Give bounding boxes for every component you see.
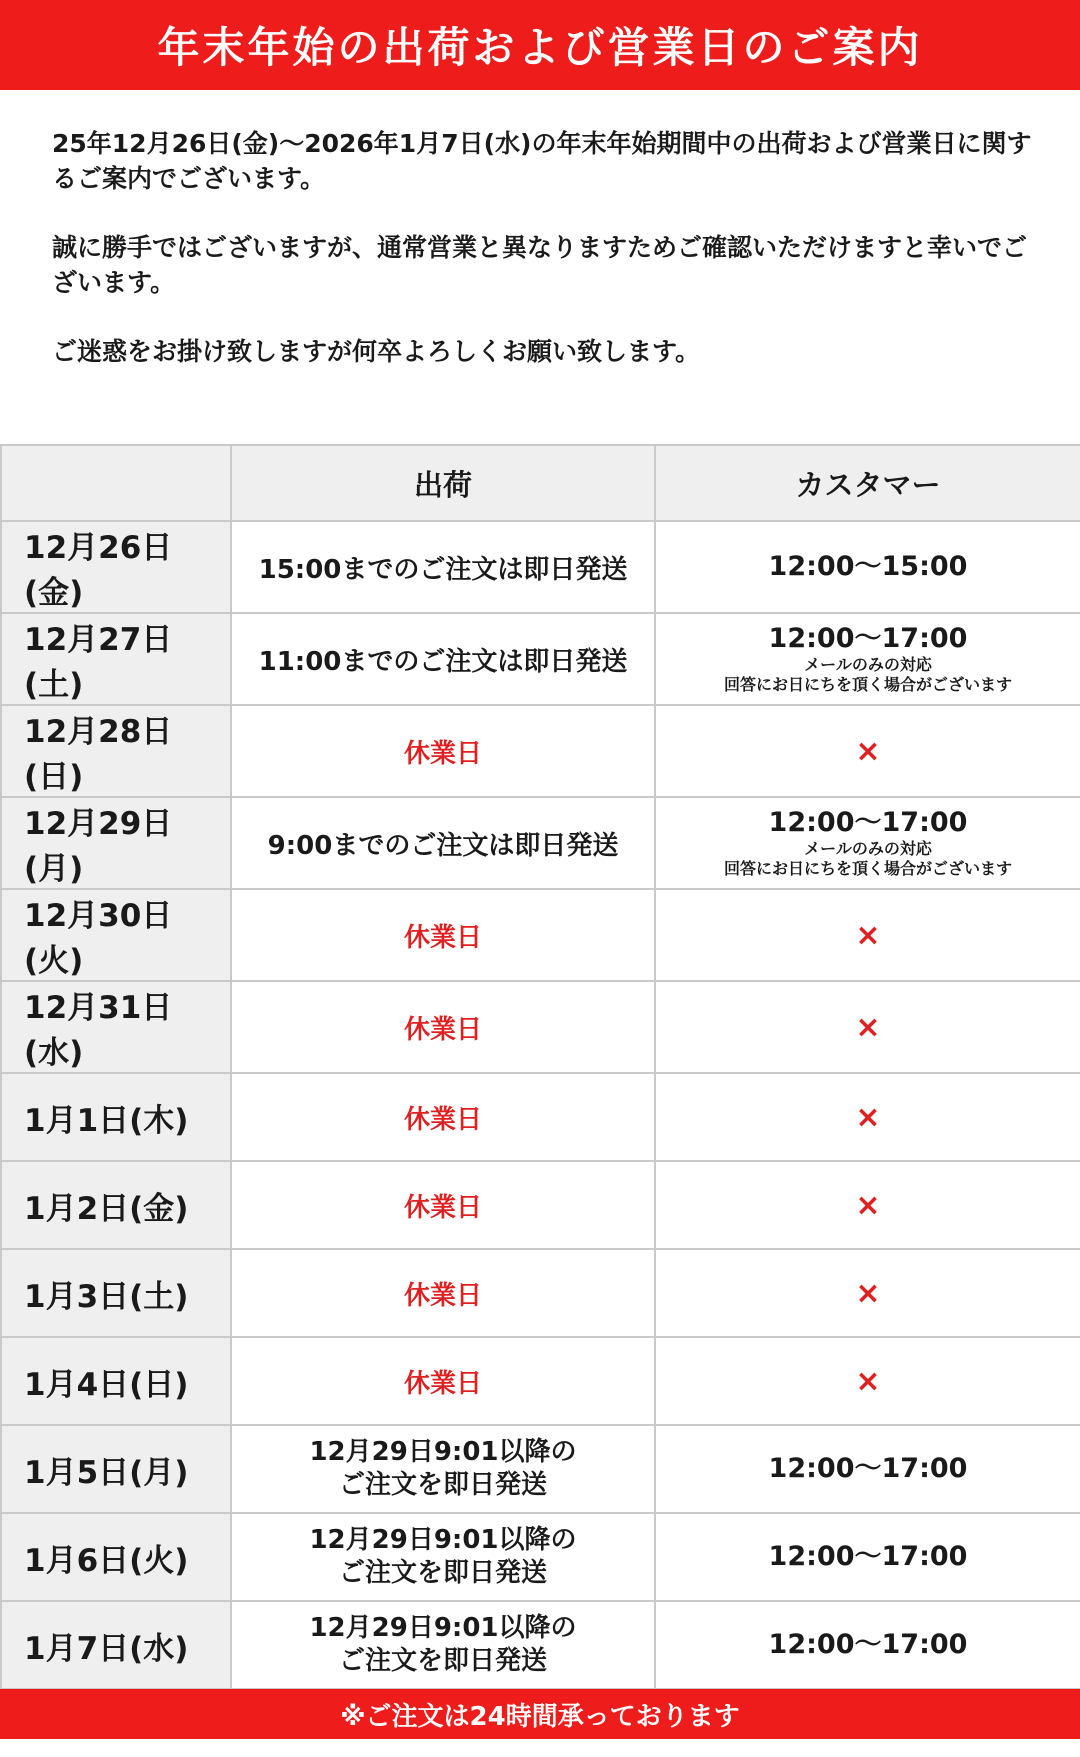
shipping-info: ご注文を即日発送 (338, 1646, 547, 1676)
schedule-body (1, 521, 1080, 1689)
row-shipping-cell (231, 1337, 655, 1425)
row-shipping-cell (231, 1249, 655, 1337)
closed-day-label: 休業日 (403, 1192, 482, 1223)
table-row (1, 981, 1080, 1073)
shipping-info: 15:00までのご注文は即日発送 (258, 554, 628, 585)
intro-section (52, 126, 1032, 403)
row-customer-cell (655, 1513, 1080, 1601)
customer-hours: 12:00〜17:00 (768, 1453, 968, 1484)
customer-hours: 12:00〜17:00 (768, 623, 968, 654)
closed-x-icon: × (855, 1275, 881, 1311)
row-shipping-cell (231, 1513, 655, 1601)
row-date-cell: 1月5日(月) (1, 1425, 231, 1513)
footer-bar (0, 1689, 1080, 1739)
row-date-cell: 1月1日(木) (1, 1073, 231, 1161)
row-shipping-cell (231, 981, 655, 1073)
table-row (1, 1337, 1080, 1425)
closed-x-icon: × (855, 1187, 881, 1223)
row-shipping-cell (231, 1073, 655, 1161)
header-customer-cell: カスタマー (655, 445, 1080, 521)
intro-paragraph-2: 誠に勝手ではございますが、通常営業と異なりますためご確認いただけますと幸いでございます。 (52, 233, 1028, 297)
row-date-cell: 12月30日(火) (1, 889, 231, 981)
row-customer-cell (655, 705, 1080, 797)
row-date-cell: 1月2日(金) (1, 1161, 231, 1249)
customer-note: 回答にお日にちを頂く場合がございます (723, 675, 1012, 694)
customer-hours: 12:00〜17:00 (768, 1541, 968, 1572)
shipping-info: 12月29日9:01以降の (309, 1525, 577, 1555)
row-shipping-cell (231, 1601, 655, 1689)
customer-hours: 12:00〜17:00 (768, 807, 968, 838)
row-customer-cell (655, 1425, 1080, 1513)
closed-x-icon: × (855, 1363, 881, 1399)
schedule-table (0, 444, 1080, 1690)
row-shipping-cell (231, 1425, 655, 1513)
closed-day-label: 休業日 (403, 1280, 482, 1311)
shipping-info: 12月29日9:01以降の (309, 1613, 577, 1643)
closed-x-icon: × (855, 1009, 881, 1045)
closed-day-label: 休業日 (403, 1104, 482, 1135)
row-date-cell: 12月29日(月) (1, 797, 231, 889)
row-shipping-cell (231, 705, 655, 797)
intro-paragraph-3: ご迷惑をお掛け致しますが何卒よろしくお願い致します。 (52, 337, 701, 366)
row-date-cell: 1月6日(火) (1, 1513, 231, 1601)
table-row (1, 1249, 1080, 1337)
customer-note: メールのみの対応 (804, 655, 932, 674)
table-row (1, 1513, 1080, 1601)
row-shipping-cell (231, 1161, 655, 1249)
row-date-cell: 1月3日(土) (1, 1249, 231, 1337)
row-shipping-cell (231, 797, 655, 889)
table-row (1, 797, 1080, 889)
shipping-info: 11:00までのご注文は即日発送 (258, 646, 628, 677)
table-row (1, 889, 1080, 981)
table-row (1, 521, 1080, 613)
table-row (1, 613, 1080, 705)
table-header-row (1, 445, 1080, 521)
closed-day-label: 休業日 (403, 738, 482, 769)
shipping-info: ご注文を即日発送 (338, 1470, 547, 1500)
row-customer-cell (655, 981, 1080, 1073)
row-date-cell: 12月27日(土) (1, 613, 231, 705)
table-row (1, 705, 1080, 797)
customer-hours: 12:00〜17:00 (768, 1629, 968, 1660)
row-customer-cell (655, 1601, 1080, 1689)
closed-x-icon: × (855, 1099, 881, 1135)
shipping-info: 9:00までのご注文は即日発送 (267, 830, 619, 861)
header-date-cell (1, 445, 231, 521)
row-customer-cell (655, 521, 1080, 613)
table-row (1, 1073, 1080, 1161)
closed-x-icon: × (855, 917, 881, 953)
row-date-cell: 12月31日(水) (1, 981, 231, 1073)
row-date-cell: 12月26日(金) (1, 521, 231, 613)
intro-paragraph-1: 25年12月26日(金)〜2026年1月7日(水)の年末年始期間中の出荷および営業日に関するご案内でございます。 (52, 129, 1032, 193)
closed-day-label: 休業日 (403, 922, 482, 953)
row-date-cell: 1月4日(日) (1, 1337, 231, 1425)
row-customer-cell (655, 889, 1080, 981)
row-shipping-cell (231, 521, 655, 613)
table-row (1, 1161, 1080, 1249)
row-customer-cell (655, 1161, 1080, 1249)
shipping-info: 12月29日9:01以降の (309, 1437, 577, 1467)
footer-note: ※ご注文は24時間承っております (340, 1701, 740, 1732)
header-shipping-cell: 出荷 (231, 445, 655, 521)
table-row (1, 1601, 1080, 1689)
row-shipping-cell (231, 889, 655, 981)
closed-day-label: 休業日 (403, 1014, 482, 1045)
row-date-cell: 1月7日(水) (1, 1601, 231, 1689)
row-customer-cell (655, 613, 1080, 705)
customer-note: メールのみの対応 (804, 839, 932, 858)
shipping-info: ご注文を即日発送 (338, 1558, 547, 1588)
row-customer-cell (655, 1249, 1080, 1337)
closed-day-label: 休業日 (403, 1368, 482, 1399)
customer-hours: 12:00〜15:00 (768, 551, 968, 582)
customer-note: 回答にお日にちを頂く場合がございます (723, 859, 1012, 878)
row-customer-cell (655, 797, 1080, 889)
table-row (1, 1425, 1080, 1513)
row-customer-cell (655, 1073, 1080, 1161)
row-date-cell: 12月28日(日) (1, 705, 231, 797)
closed-x-icon: × (855, 733, 881, 769)
row-customer-cell (655, 1337, 1080, 1425)
row-shipping-cell (231, 613, 655, 705)
header-bar (0, 0, 1080, 90)
page-title: 年末年始の出荷および営業日のご案内 (157, 23, 923, 72)
